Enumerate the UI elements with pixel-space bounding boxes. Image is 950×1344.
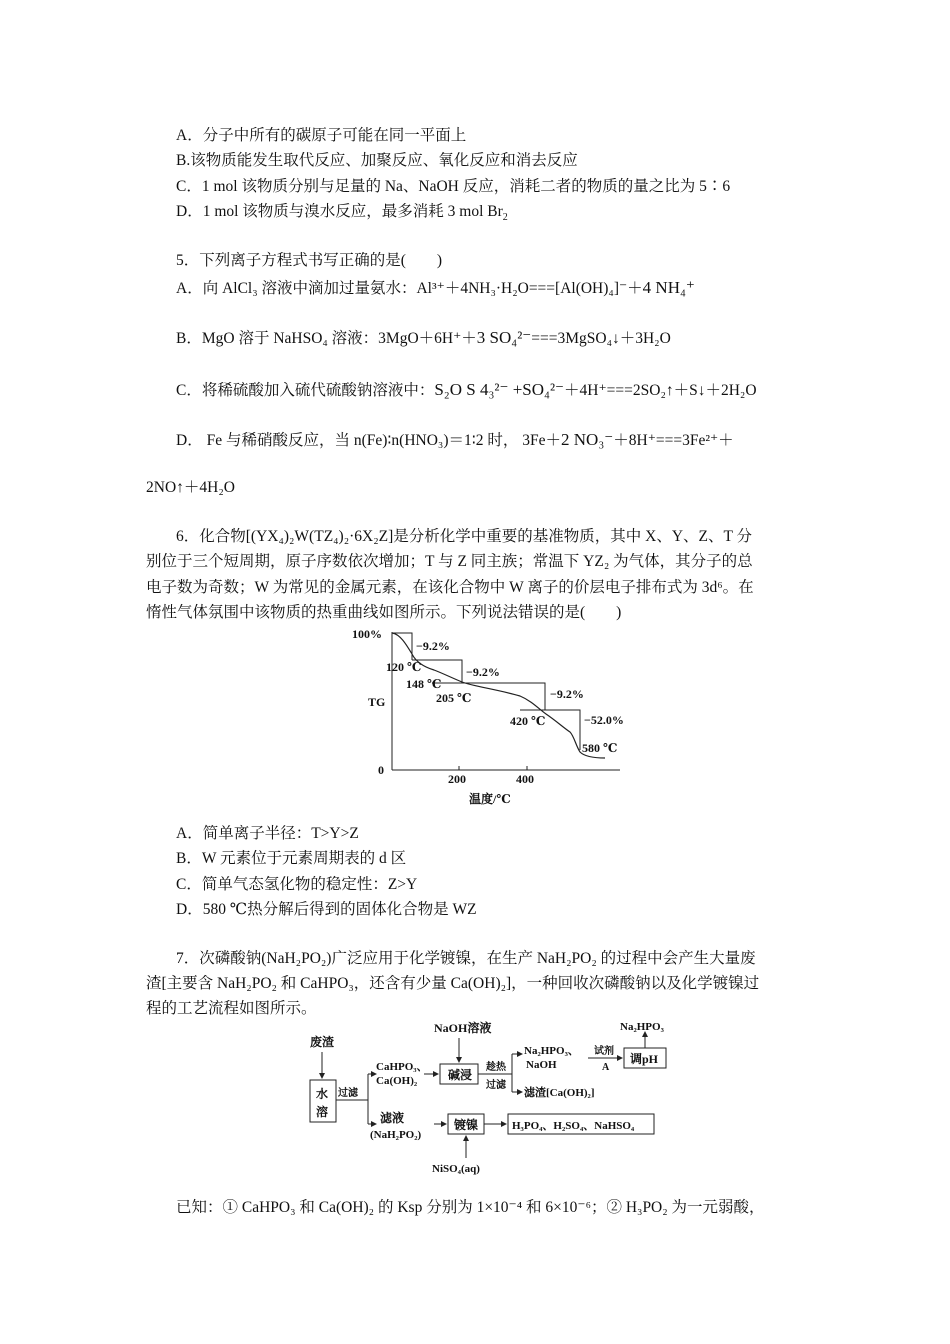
q7-stem-line2: 渣[主要含 NaH₂PO₂ 和 CaHPO₃，还含有少量 Ca(OH)₂]，一种回收次磷酸钠以及化学镀镍过 xyxy=(146,975,760,992)
solid-label-1: CaHPO₃、 xyxy=(376,1061,428,1073)
solid-label-2: Ca(OH)₂ xyxy=(376,1075,418,1087)
thiosulfate-ion: S₂O S 4₃²⁻ +SO₄²⁻ xyxy=(434,380,565,399)
product-label-1: Na₂HPO₃、 xyxy=(524,1045,579,1057)
temp-label-205: 205 ℃ xyxy=(436,691,472,705)
q5-option-d: D． Fe 与稀硝酸反应，当 n(Fe)∶n(HNO₃)＝1∶2 时， 3Fe＋2 NO₃⁻＋8H⁺===3Fe²⁺＋ xyxy=(176,430,734,449)
hot-filter-label-1: 趁热 xyxy=(486,1062,506,1073)
temp-label-120: 120 ℃ xyxy=(386,660,422,674)
q5-option-c: C．将稀硫酸加入硫代硫酸钠溶液中：S₂O S 4₃²⁻ +SO₄²⁻＋4H⁺===2SO₂↑＋S↓＋2H₂O xyxy=(176,380,757,399)
q5-option-b: B．MgO 溶于 NaHSO₄ 溶液：3MgO＋6H⁺＋3 SO₄²⁻===3MgSO₄↓＋3H₂O xyxy=(176,328,671,347)
niso4-label: NiSO₄(aq) xyxy=(432,1163,480,1175)
q4-option-c: C．1 mol 该物质分别与足量的 Na、NaOH 反应，消耗二者的物质的量之比为 5∶6 xyxy=(176,178,731,195)
temp-label-148: 148 ℃ xyxy=(406,677,442,691)
adjust-ph-label: 调pH xyxy=(630,1052,659,1066)
ammonium-ion: 4 NH₄⁺ xyxy=(642,278,695,297)
temp-label-420: 420 ℃ xyxy=(510,714,546,728)
loss-label-2: −9.2% xyxy=(466,665,500,679)
q6-option-c: C．简单气态氢化物的稳定性：Z>Y xyxy=(176,876,418,893)
waste-label: 废渣 xyxy=(310,1035,335,1049)
y-tick-100: 100% xyxy=(352,627,382,641)
q7-stem-line3: 程的工艺流程如图所示。 xyxy=(146,1000,317,1017)
step-box-1 xyxy=(392,633,412,660)
q4-option-b: B.该物质能发生取代反应、加聚反应、氧化反应和消去反应 xyxy=(176,152,578,169)
x-axis-label: 温度/℃ xyxy=(469,792,511,806)
tg-chart xyxy=(350,624,640,810)
loss-label-4: −52.0% xyxy=(584,713,624,727)
sulfate-ion: 3 SO₄²⁻ xyxy=(476,328,532,347)
x-tick-label-400: 400 xyxy=(516,772,534,786)
q6-stem-line3: 电子数为奇数；W 为常见的金属元素，在该化合物中 W 离子的价层电子排布式为 3d⁶。在 xyxy=(146,579,754,596)
q6-stem-line4: 惰性气体氛围中该物质的热重曲线如图所示。下列说法错误的是( ) xyxy=(146,604,622,621)
filtrate-label-2: (NaH₂PO₂) xyxy=(370,1129,422,1141)
q5-option-d-line2: 2NO↑＋4H₂O xyxy=(146,479,235,496)
q6-stem-line1: 6．化合物[(YX₄)₂W(TZ₄)₂·6X₂Z]是分析化学中重要的基准物质，其中 X、Y、Z、T 分 xyxy=(176,528,753,545)
q6-option-d: D．580 ℃热分解后得到的固体化合物是 WZ xyxy=(176,901,477,918)
plating-label: 镀镍 xyxy=(454,1118,479,1132)
q4-option-a: A．分子中所有的碳原子可能在同一平面上 xyxy=(176,127,467,144)
products-label: H₃PO₄、H₂SO₄、NaHSO₄ xyxy=(512,1120,635,1132)
product-label-2: NaOH xyxy=(526,1059,557,1071)
process-flow-diagram xyxy=(300,1018,680,1178)
water-label-2: 溶 xyxy=(316,1105,329,1119)
q4-option-d: D．1 mol 该物质与溴水反应，最多消耗 3 mol $Br_2$ xyxy=(176,203,508,224)
hot-filter-label-2: 过滤 xyxy=(486,1080,506,1091)
y-axis-label: TG xyxy=(368,695,386,709)
leach-label: 碱浸 xyxy=(448,1068,473,1082)
temp-label-580: 580 ℃ xyxy=(582,741,618,755)
water-label-1: 水 xyxy=(316,1087,329,1101)
q6-option-b: B．W 元素位于元素周期表的 d 区 xyxy=(176,850,407,867)
reagent-label-1: 试剂 xyxy=(594,1046,614,1057)
q5-stem: 5．下列离子方程式书写正确的是( ) xyxy=(176,252,443,269)
loss-label-3: −9.2% xyxy=(550,687,584,701)
q7-stem-line1: 7．次磷酸钠(NaH₂PO₂)广泛应用于化学镀镍，在生产 NaH₂PO₂ 的过程中会产生大量废 xyxy=(176,950,756,967)
q5-option-a: A．向 AlCl₃ 溶液中滴加过量氨水：Al³⁺＋4NH₃·H₂O===[Al(OH)₄]⁻＋4 NH₄⁺ xyxy=(176,278,695,297)
filter-label: 过滤 xyxy=(338,1088,358,1099)
q7-known-conditions: 已知：① CaHPO₃ 和 Ca(OH)₂ 的 Ksp 分别为 1×10⁻⁴ 和 6×10⁻⁶；② H₃PO₂ 为一元弱酸， xyxy=(176,1199,765,1216)
loss-label-1: −9.2% xyxy=(416,639,450,653)
q6-option-a: A．简单离子半径：T>Y>Z xyxy=(176,825,359,842)
y-tick-0: 0 xyxy=(378,763,384,777)
q6-stem-line2: 别位于三个短周期，原子序数依次增加；T 与 Z 同主族；常温下 YZ₂ 为气体，其分子的总 xyxy=(146,553,753,570)
residue-label: 滤渣[Ca(OH)₂] xyxy=(524,1087,595,1099)
filtrate-label-1: 滤液 xyxy=(380,1111,405,1125)
na2hpo3-label: Na₂HPO₃ xyxy=(620,1021,664,1033)
x-tick-label-200: 200 xyxy=(448,772,466,786)
nitrate-ion: 2 NO₃⁻ xyxy=(561,430,614,449)
naoh-label: NaOH溶液 xyxy=(434,1021,492,1035)
reagent-label-2: A xyxy=(602,1062,610,1073)
